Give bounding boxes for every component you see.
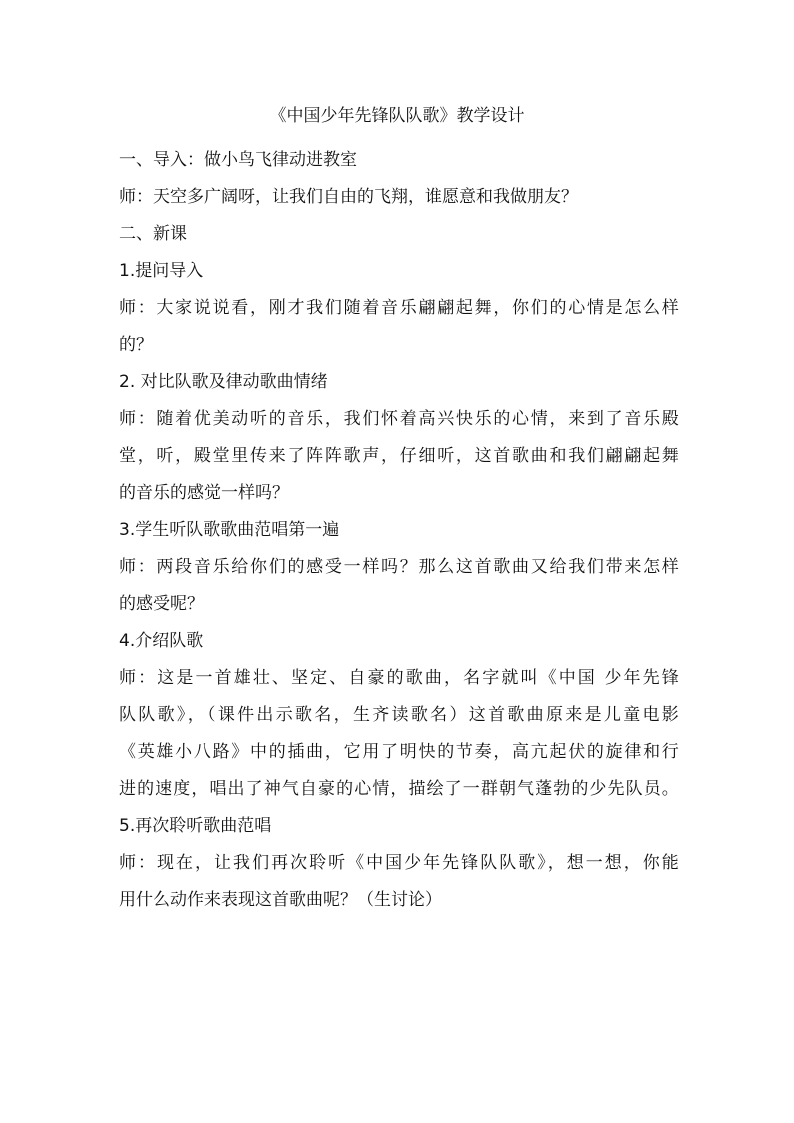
teacher-line-continued: 进的速度，唱出了神气自豪的心情，描绘了一群朝气蓬勃的少先队员。: [119, 779, 679, 799]
step-heading: 2. 对比队歌及律动歌曲情绪: [119, 372, 328, 392]
teacher-line: 师：天空多广阔呀，让我们自由的飞翔，谁愿意和我做朋友？: [119, 187, 578, 207]
teacher-line: 师：这是一首雄壮、坚定、自豪的歌曲，名字就叫《中国 少年先锋: [119, 668, 679, 688]
document-title: 《中国少年先锋队队歌》教学设计: [269, 106, 525, 126]
teacher-line-continued: 堂，听，殿堂里传来了阵阵歌声，仔细听，这首歌曲和我们翩翩起舞: [119, 446, 679, 466]
section-heading-intro: 一、导入：做小鸟飞律动进教室: [119, 150, 357, 170]
section-heading-new-lesson: 二、新课: [119, 224, 187, 244]
teacher-line-continued: 的感受呢？: [119, 594, 204, 614]
step-heading: 5.再次聆听歌曲范唱: [119, 816, 272, 836]
teacher-line-continued: 的？: [119, 335, 153, 355]
teacher-line-continued: 队队歌》，（课件出示歌名，生齐读歌名）这首歌曲原来是儿童电影: [119, 705, 679, 725]
teacher-line: 师：现在，让我们再次聆听《中国少年先锋队队歌》，想一想，你能: [119, 853, 679, 873]
step-heading: 3.学生听队歌歌曲范唱第一遍: [119, 520, 340, 540]
teacher-line-continued: 的音乐的感觉一样吗？: [119, 483, 289, 503]
teacher-line: 师：大家说说看，刚才我们随着音乐翩翩起舞，你们的心情是怎么样: [119, 298, 679, 318]
step-heading: 1.提问导入: [119, 261, 204, 281]
document-body: [119, 142, 679, 919]
teacher-line: 师：随着优美动听的音乐，我们怀着高兴快乐的心情，来到了音乐殿: [119, 409, 679, 429]
teacher-line-continued: 《英雄小八路》中的插曲，它用了明快的节奏，高亢起伏的旋律和行: [119, 742, 679, 762]
step-heading: 4.介绍队歌: [119, 631, 204, 651]
teacher-line-continued: 用什么动作来表现这首歌曲呢？（生讨论）: [119, 890, 442, 910]
teacher-line: 师：两段音乐给你们的感受一样吗？那么这首歌曲又给我们带来怎样: [119, 557, 679, 577]
